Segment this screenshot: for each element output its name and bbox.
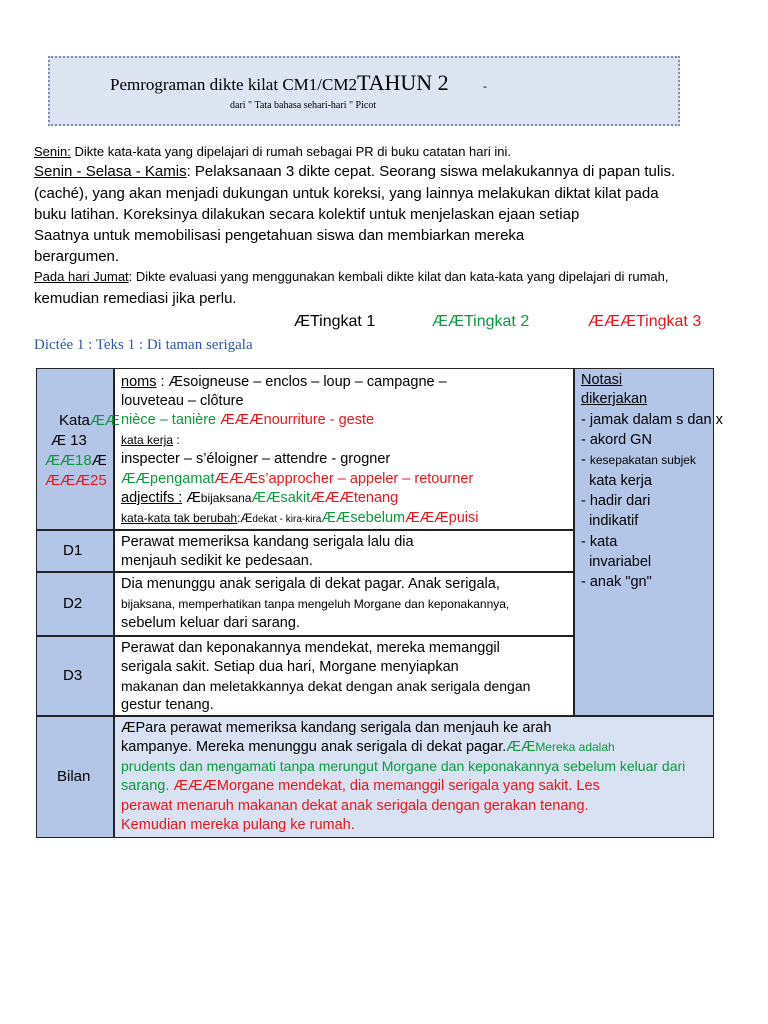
intro-jumat: [34, 269, 668, 284]
title-year: TAHUN 2: [356, 70, 449, 95]
senin-text: Dikte kata-kata yang dipelajari di rumah sebagai PR di buku catatan hari ini.: [70, 144, 511, 159]
bilan-label-cell: [36, 716, 114, 838]
bilan-label: Bilan: [57, 768, 91, 785]
senin-label: Senin:: [34, 144, 71, 159]
notasi-item: indikatif: [589, 513, 639, 529]
d3-line-1: Perawat dan keponakannya mendekat, mereka memanggil: [121, 640, 500, 656]
kata-label: KataÆÆ: [59, 412, 120, 429]
jumat-label: Pada hari Jumat: [34, 269, 129, 284]
bilan-line-4: sarang. ÆÆÆMorgane mendekat, dia memanggil serigala yang sakit. Les: [121, 778, 600, 794]
intro-line8: kemudian remediasi jika perlu.: [34, 290, 237, 307]
d2-line-3: sebelum keluar dari sarang.: [121, 615, 300, 631]
d3-line-4: gestur tenang.: [121, 697, 214, 713]
bilan-line-5: perawat menaruh makanan dekat anak serigala dengan gerakan tenang.: [121, 798, 589, 814]
d1-content-cell: [114, 530, 574, 572]
intro-days: [34, 163, 675, 180]
bilan-line-6: Kemudian mereka pulang ke rumah.: [121, 817, 355, 833]
intro-line3: (caché), yang akan menjadi dukungan untuk koreksi, yang lainnya melakukan diktat kilat pada: [34, 185, 659, 202]
notasi-item: - kesepakatan subjek: [581, 452, 696, 468]
level-1: ÆTingkat 1: [294, 313, 376, 330]
d2-line-1: Dia menunggu anak serigala di dekat pagar. Anak serigala,: [121, 576, 500, 592]
kata-content-cell: [114, 368, 574, 530]
d2-label: D2: [63, 595, 83, 612]
kata-count-13: Æ 13: [51, 432, 87, 449]
notasi-item: - jamak dalam s dan x: [581, 412, 723, 428]
notasi-item: - anak "gn": [581, 574, 652, 590]
notasi-item: invariabel: [589, 554, 652, 570]
notasi-item: - hadir dari: [581, 493, 651, 509]
title-dash: -: [482, 79, 487, 93]
d1-line-2: menjauh sedikit ke pedesaan.: [121, 553, 313, 569]
notasi-item: - akord GN: [581, 432, 652, 448]
d1-line-1: Perawat memeriksa kandang serigala lalu dia: [121, 534, 414, 550]
d3-label: D3: [63, 667, 83, 684]
noms-line: noms : Æsoigneuse – enclos – loup – campagne –: [121, 374, 447, 390]
notasi-item: - kata: [581, 534, 618, 550]
noms-line-2: louveteau – clôture: [121, 393, 244, 409]
verbs-colored-line: ÆÆpengamatÆÆÆs’approcher – appeler – retourner: [121, 471, 474, 487]
kata-count-25: ÆÆÆ25: [45, 472, 107, 489]
level-3: ÆÆÆTingkat 3: [588, 313, 702, 330]
d1-label-cell: [36, 530, 114, 572]
d3-label-cell: [36, 636, 114, 716]
days-label: Senin - Selasa - Kamis: [34, 163, 187, 180]
level-2: ÆÆTingkat 2: [432, 313, 530, 330]
intro-line4: buku latihan. Koreksinya dilakukan secara kolektif untuk menjelaskan ejaan setiap: [34, 206, 580, 223]
d2-label-cell: [36, 572, 114, 636]
dictee-title: Dictée 1 : Teks 1 : Di taman serigala: [34, 337, 253, 353]
d2-content-cell: [114, 572, 574, 636]
days-text: : Pelaksanaan 3 dikte cepat. Seorang siswa melakukannya di papan tulis.: [186, 163, 676, 180]
d2-line-2: bijaksana, memperhatikan tanpa mengeluh Morgane dan keponakannya,: [121, 597, 510, 611]
verbs-line: inspecter – s’éloigner – attendre - grogner: [121, 451, 391, 467]
intro-line6: berargumen.: [34, 248, 120, 265]
jumat-text: : Dikte evaluasi yang menggunakan kembali dikte kilat dan kata-kata yang dipelajari di rumah,: [128, 269, 669, 284]
title-text: Pemrograman dikte kilat CM1/CM2: [110, 75, 357, 94]
d1-label: D1: [63, 542, 83, 559]
kata-label-cell: [36, 368, 120, 530]
adjectifs-line: adjectifs : ÆbijaksanaÆÆsakitÆÆÆtenang: [121, 490, 399, 506]
notasi-cell: [574, 368, 723, 716]
notasi-title-1: Notasi: [581, 372, 623, 388]
intro-line5: Saatnya untuk memobilisasi pengetahuan siswa dan membiarkan mereka: [34, 227, 525, 244]
notasi-title-2: dikerjakan: [581, 391, 648, 407]
d3-line-3: makanan dan meletakkannya dekat dengan anak serigala dengan: [121, 678, 531, 694]
bilan-line-1: ÆPara perawat memeriksa kandang serigala dan menjauh ke arah: [121, 720, 552, 736]
bilan-content-cell: [114, 716, 714, 838]
bilan-line-2: kampanye. Mereka menunggu anak serigala di dekat pagar.ÆÆMereka adalah: [121, 739, 615, 755]
d3-line-2: serigala sakit. Setiap dua hari, Morgane menyiapkan: [121, 659, 459, 675]
bilan-line-3: prudents dan mengamati tanpa merungut Morgane dan keponakannya sebelum keluar dari: [121, 758, 686, 774]
title-banner: [48, 56, 680, 126]
kata-count-18: ÆÆ18Æ: [45, 452, 107, 469]
verbs-label-line: kata kerja :: [121, 433, 180, 447]
d3-content-cell: [114, 636, 574, 716]
page-title: [110, 70, 487, 96]
invariable-line: kata-kata tak berubah:Ædekat - kira-kiraÆÆsebelumÆÆÆpuisi: [121, 510, 479, 526]
noms-colored-line: nièce – tanière ÆÆÆnourriture - geste: [121, 412, 375, 428]
page-subtitle: dari " Tata bahasa sehari-hari " Picot: [230, 100, 377, 111]
notasi-item: kata kerja: [589, 473, 652, 489]
intro-senin: [34, 144, 511, 159]
dictation-table: [36, 368, 723, 838]
